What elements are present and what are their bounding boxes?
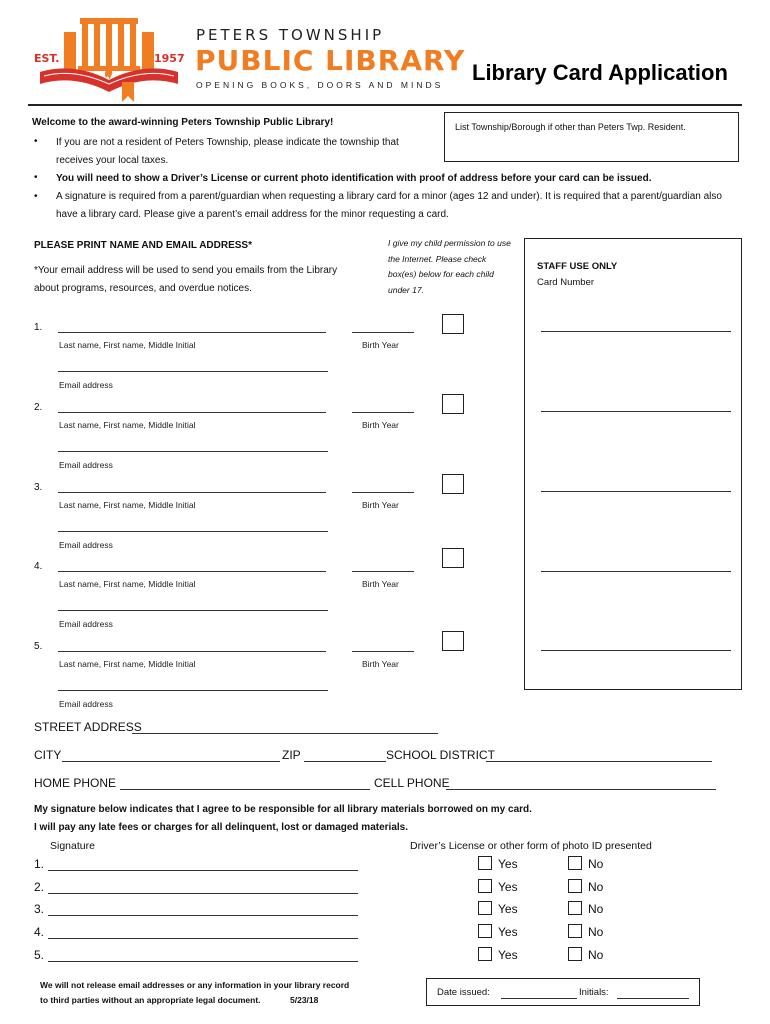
- name-field[interactable]: [58, 492, 326, 493]
- no-label: No: [588, 925, 604, 939]
- no-label: No: [588, 902, 604, 916]
- cell-phone-label: CELL PHONE: [374, 776, 450, 790]
- id-no-checkbox[interactable]: [568, 947, 582, 961]
- id-no-checkbox[interactable]: [568, 901, 582, 915]
- city-label: CITY: [34, 748, 62, 762]
- email-field[interactable]: [58, 371, 328, 372]
- school-district-field[interactable]: [486, 761, 712, 762]
- email-field[interactable]: [58, 610, 328, 611]
- name-field[interactable]: [58, 571, 326, 572]
- initials-field[interactable]: [617, 998, 689, 999]
- birth-year-field[interactable]: [352, 651, 414, 652]
- date-issued-label: Date issued:: [437, 987, 490, 998]
- email-label: Email address: [59, 380, 113, 390]
- yes-label: Yes: [498, 925, 518, 939]
- internet-permission-checkbox[interactable]: [442, 474, 464, 494]
- birth-year-label: Birth Year: [362, 420, 399, 430]
- birth-year-field[interactable]: [352, 412, 414, 413]
- staff-use-box: [524, 238, 742, 690]
- street-address-label: STREET ADDRESS: [34, 720, 142, 734]
- birth-year-field[interactable]: [352, 492, 414, 493]
- street-address-field[interactable]: [132, 733, 438, 734]
- email-field[interactable]: [58, 690, 328, 691]
- form-date: 5/23/18: [290, 995, 319, 1005]
- signature-label: Signature: [50, 840, 95, 852]
- email-label: Email address: [59, 460, 113, 470]
- library-logo: [34, 10, 194, 110]
- birth-year-label: Birth Year: [362, 579, 399, 589]
- id-no-checkbox[interactable]: [568, 856, 582, 870]
- birth-year-label: Birth Year: [362, 659, 399, 669]
- email-field[interactable]: [58, 531, 328, 532]
- card-number-line-4[interactable]: [541, 571, 731, 572]
- internet-permission-checkbox[interactable]: [442, 548, 464, 568]
- yes-label: Yes: [498, 857, 518, 871]
- id-yes-checkbox[interactable]: [478, 924, 492, 938]
- card-number-label: Card Number: [537, 277, 595, 288]
- birth-year-label: Birth Year: [362, 340, 399, 350]
- bullet-dot: •: [34, 191, 38, 202]
- name-field[interactable]: [58, 332, 326, 333]
- birth-year-field[interactable]: [352, 332, 414, 333]
- email-label: Email address: [59, 699, 113, 709]
- email-note: *Your email address will be used to send you emails from the Library about programs, resources, and overdue notices.: [34, 265, 338, 294]
- township-box-label: List Township/Borough if other than Peters Twp. Resident.: [455, 122, 686, 132]
- agreement-line-1: My signature below indicates that I agree to be responsible for all library materials borrowed on my card.: [34, 804, 532, 815]
- signature-field[interactable]: [48, 893, 358, 894]
- signature-number: 2.: [34, 880, 45, 894]
- id-yes-checkbox[interactable]: [478, 901, 492, 915]
- initials-label: Initials:: [579, 987, 609, 998]
- logo-year: 1957: [154, 52, 185, 65]
- name-field[interactable]: [58, 412, 326, 413]
- no-label: No: [588, 948, 604, 962]
- photo-id-label: Driver’s License or other form of photo ID presented: [410, 840, 652, 852]
- logo-title-line1: PETERS TOWNSHIP: [196, 26, 385, 44]
- date-issued-field[interactable]: [501, 998, 577, 999]
- home-phone-label: HOME PHONE: [34, 776, 117, 790]
- card-number-line-2[interactable]: [541, 411, 731, 412]
- bullet-dot: •: [34, 172, 38, 183]
- email-field[interactable]: [58, 451, 328, 452]
- name-label: Last name, First name, Middle Initial: [59, 420, 196, 430]
- email-label: Email address: [59, 540, 113, 550]
- entry-number: 4.: [34, 561, 43, 572]
- logo-title-line2: PUBLIC LIBRARY: [195, 44, 466, 77]
- signature-number: 4.: [34, 925, 45, 939]
- id-no-checkbox[interactable]: [568, 924, 582, 938]
- no-label: No: [588, 857, 604, 871]
- id-no-checkbox[interactable]: [568, 879, 582, 893]
- signature-field[interactable]: [48, 915, 358, 916]
- welcome-text: Welcome to the award-winning Peters Township Public Library!: [32, 117, 334, 128]
- entry-number: 3.: [34, 482, 43, 493]
- date-issued-box: [426, 978, 700, 1006]
- agreement-line-2: I will pay any late fees or charges for all delinquent, lost or damaged materials.: [34, 822, 409, 833]
- township-box[interactable]: [444, 112, 739, 162]
- signature-field[interactable]: [48, 961, 358, 962]
- city-field[interactable]: [62, 761, 280, 762]
- name-label: Last name, First name, Middle Initial: [59, 659, 196, 669]
- name-label: Last name, First name, Middle Initial: [59, 500, 196, 510]
- logo-tagline: OPENING BOOKS, DOORS AND MINDS: [196, 80, 444, 90]
- birth-year-field[interactable]: [352, 571, 414, 572]
- birth-year-label: Birth Year: [362, 500, 399, 510]
- signature-field[interactable]: [48, 938, 358, 939]
- signature-number: 1.: [34, 857, 45, 871]
- bullet-dot: •: [34, 136, 38, 147]
- print-heading: PLEASE PRINT NAME AND EMAIL ADDRESS*: [34, 240, 252, 251]
- signature-number: 5.: [34, 948, 45, 962]
- name-label: Last name, First name, Middle Initial: [59, 579, 196, 589]
- internet-permission-note: I give my child permission to use the Internet. Please check box(es) below for each child under 17.: [388, 238, 511, 295]
- signature-number: 3.: [34, 902, 45, 916]
- card-number-line-3[interactable]: [541, 491, 731, 492]
- form-title: Library Card Application: [472, 60, 728, 85]
- entry-number: 5.: [34, 641, 43, 652]
- card-number-line-5[interactable]: [541, 650, 731, 651]
- logo-est-label: EST.: [34, 52, 60, 65]
- intro-bullet-2: You will need to show a Driver’s License or current photo identification with proof of address before your card can be issued.: [56, 173, 652, 184]
- id-yes-checkbox[interactable]: [478, 879, 492, 893]
- privacy-line-2: to third parties without an appropriate legal document.: [40, 995, 261, 1005]
- yes-label: Yes: [498, 880, 518, 894]
- entry-number: 2.: [34, 402, 43, 413]
- school-district-label: SCHOOL DISTRICT: [386, 748, 495, 762]
- name-label: Last name, First name, Middle Initial: [59, 340, 196, 350]
- yes-label: Yes: [498, 902, 518, 916]
- entry-number: 1.: [34, 322, 43, 333]
- zip-field[interactable]: [304, 761, 386, 762]
- internet-permission-checkbox[interactable]: [442, 631, 464, 651]
- intro-bullet-3: A signature is required from a parent/guardian when requesting a library card for a minor (ages 12 and under). It is required that a parent/guardian also have a library card. Please give a parent’s email address for the minor requesting a card.: [56, 191, 722, 220]
- yes-label: Yes: [498, 948, 518, 962]
- staff-title: STAFF USE ONLY: [537, 261, 618, 272]
- cell-phone-field[interactable]: [446, 789, 716, 790]
- internet-permission-checkbox[interactable]: [442, 314, 464, 334]
- id-yes-checkbox[interactable]: [478, 947, 492, 961]
- zip-label: ZIP: [282, 748, 301, 762]
- email-label: Email address: [59, 619, 113, 629]
- privacy-line-1: We will not release email addresses or any information in your library record: [40, 980, 350, 990]
- title-rule: [28, 104, 742, 106]
- internet-permission-checkbox[interactable]: [442, 394, 464, 414]
- intro-bullet-1: If you are not a resident of Peters Township, please indicate the township that receives your local taxes.: [56, 137, 399, 166]
- card-number-line-1[interactable]: [541, 331, 731, 332]
- home-phone-field[interactable]: [120, 789, 370, 790]
- name-field[interactable]: [58, 651, 326, 652]
- signature-field[interactable]: [48, 870, 358, 871]
- id-yes-checkbox[interactable]: [478, 856, 492, 870]
- no-label: No: [588, 880, 604, 894]
